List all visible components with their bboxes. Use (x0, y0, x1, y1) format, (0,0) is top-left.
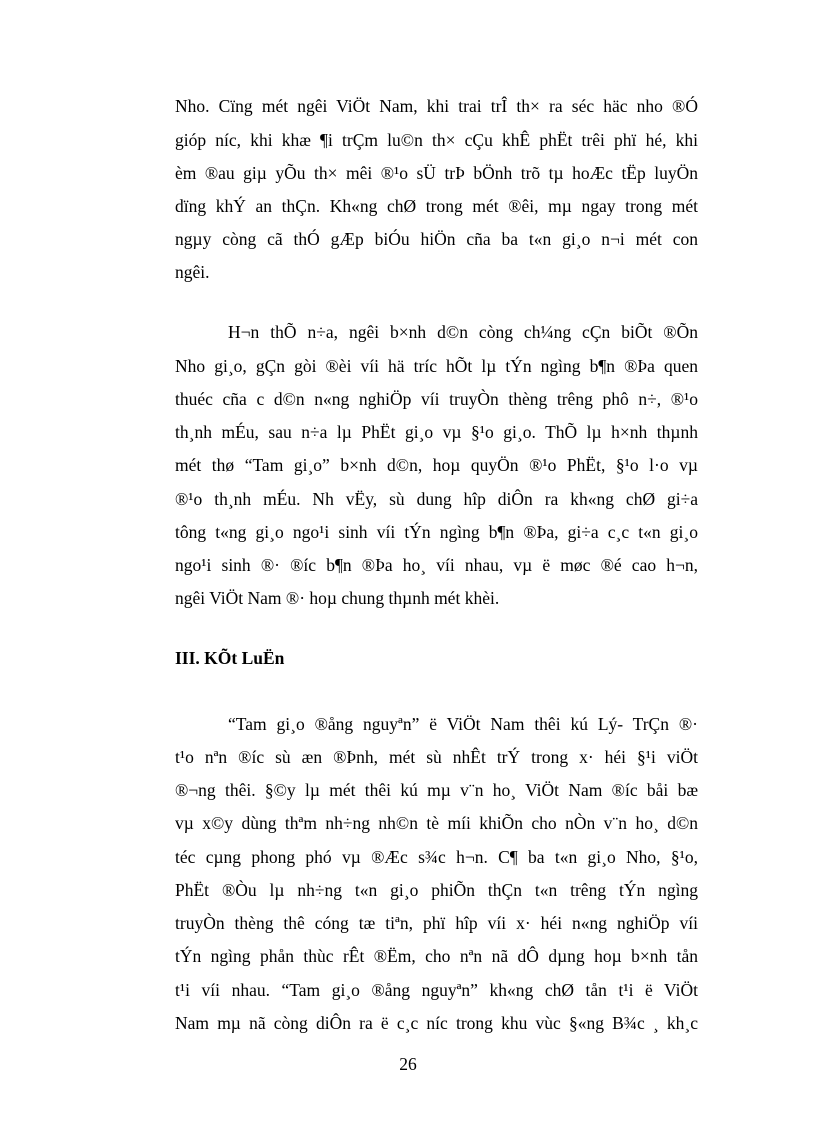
paragraph-2-line: H¬n thÕ n÷a, ngêi b×nh d©n còng ch¼ng cÇn biÕt ®Õn (228, 322, 698, 342)
section-heading: III. KÕt LuËn (175, 648, 285, 668)
paragraph-2-line: ngo¹i sinh ®· ®íc b¶n ®Þa ho¸ víi nhau, vµ ë møc ®é cao h¬n, (175, 555, 698, 575)
paragraph-2-line: mét thø “Tam gi¸o” b×nh d©n, hoµ quyÖn ®¹o PhËt, §¹o l·o vµ (175, 455, 698, 475)
paragraph-3-line: ®¬ng thêi. §©y lµ mét thêi kú mµ v¨n ho¸ ViÖt Nam ®íc båi bæ (175, 780, 698, 800)
paragraph-1-line: gióp níc, khi khæ ¶i trÇm lu©n th× cÇu khÊ phËt trêi phï hé, khi (175, 130, 698, 150)
paragraph-2-line: tông t«ng gi¸o ngo¹i sinh víi tÝn ngìng b¶n ®Þa, gi÷a c¸c t«n gi¸o (175, 522, 698, 542)
paragraph-2-line: thuéc cña c d©n n«ng nghiÖp víi truyÒn thèng trêng phô n÷, ®¹o (175, 389, 698, 409)
paragraph-3-line: Nam mµ nã còng diÔn ra ë c¸c níc trong khu vùc §«ng B¾c ¸ kh¸c (175, 1013, 698, 1033)
paragraph-2-line: ®¹o th¸nh mÉu. Nh vËy, sù dung hîp diÔn ra kh«ng chØ gi÷a (175, 489, 698, 509)
paragraph-1-line: èm ®au giµ yÕu th× mêi ®¹o sÜ trÞ bÖnh trõ tµ hoÆc tËp luyÖn (175, 163, 698, 183)
paragraph-1-line: ngêi. (175, 262, 210, 282)
paragraph-2-line: ngêi ViÖt Nam ®· hoµ chung thµnh mét khèi. (175, 588, 500, 608)
paragraph-2-line: Nho gi¸o, gÇn gòi ®èi víi hä tríc hÕt lµ tÝn ngìng b¶n ®Þa quen (175, 356, 698, 376)
paragraph-3-line: t¹o nªn ®íc sù æn ®Þnh, mét sù nhÊt trÝ trong x· héi §¹i viÖt (175, 747, 698, 767)
paragraph-3-line: téc cµng phong phó vµ ®Æc s¾c h¬n. C¶ ba t«n gi¸o Nho, §¹o, (175, 847, 698, 867)
page-number: 26 (399, 1054, 417, 1074)
paragraph-1-line: Nho. Cïng mét ngêi ViÖt Nam, khi trai trÎ th× ra séc häc nho ®Ó (175, 96, 698, 116)
paragraph-2-line: th¸nh mÉu, sau n÷a lµ PhËt gi¸o vµ §¹o gi¸o. ThÕ lµ h×nh thµnh (175, 422, 698, 442)
paragraph-1-line: dïng khÝ an thÇn. Kh«ng chØ trong mét ®êi, mµ ngay trong mét (175, 196, 698, 216)
paragraph-3-line: truyÒn thèng thê cóng tæ tiªn, phï hîp víi x· héi n«ng nghiÖp víi (175, 913, 698, 933)
paragraph-3-line: vµ x©y dùng thªm nh÷ng nh©n tè míi khiÕn cho nÒn v¨n ho¸ d©n (175, 813, 698, 833)
paragraph-3-line: tÝn ngìng phån thùc rÊt ®Ëm, cho nªn nã dÔ dµng hoµ b×nh tån (175, 946, 698, 966)
paragraph-3-line: t¹i víi nhau. “Tam gi¸o ®ång nguyªn” kh«ng chØ tån t¹i ë ViÖt (175, 980, 698, 1000)
paragraph-3-line: “Tam gi¸o ®ång nguyªn” ë ViÖt Nam thêi kú Lý- TrÇn ®· (228, 714, 698, 734)
paragraph-1-line: ngµy còng cã thÓ gÆp biÓu hiÖn cña ba t«n gi¸o n¬i mét con (175, 229, 698, 249)
paragraph-3-line: PhËt ®Òu lµ nh÷ng t«n gi¸o phiÕn thÇn t«n trêng tÝn ngìng (175, 880, 698, 900)
